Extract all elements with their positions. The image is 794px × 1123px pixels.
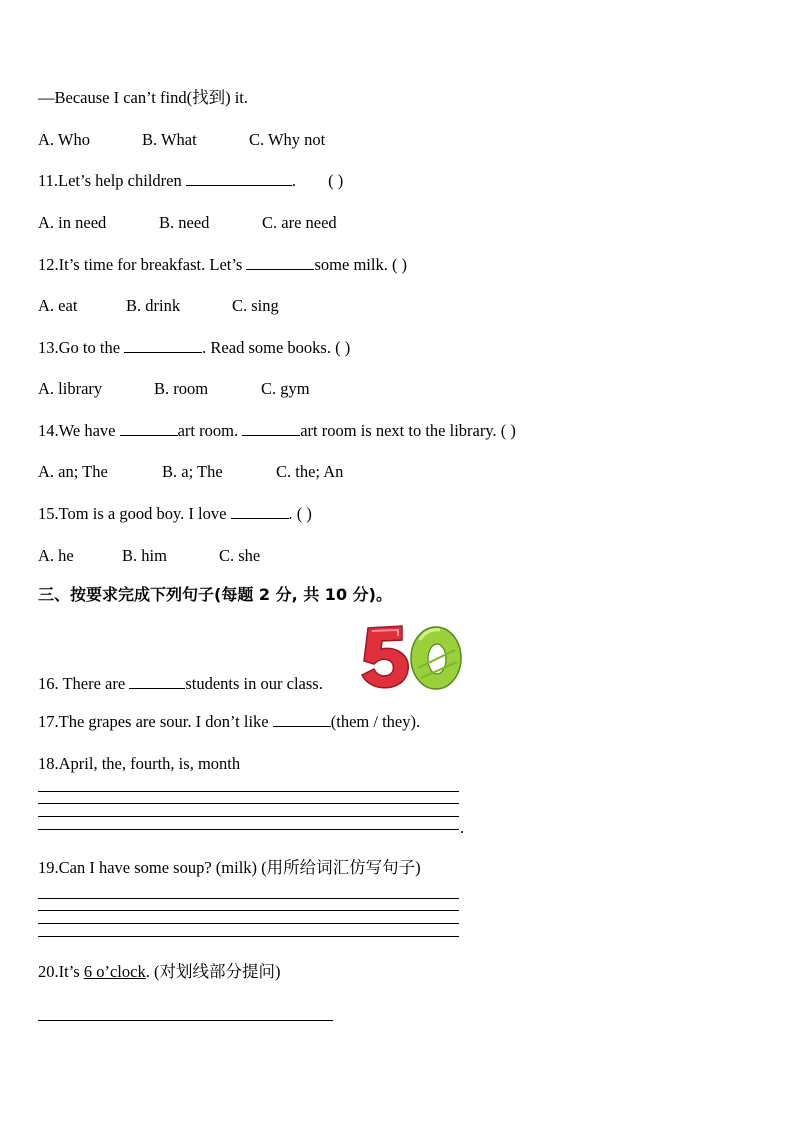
q11-stem-a: 11.Let’s help children	[38, 171, 186, 190]
q14-stem-b: art room.	[177, 421, 243, 440]
q17-stem-a: 17.The grapes are sour. I don’t like	[38, 712, 273, 731]
q12-option-a[interactable]: A. eat	[38, 296, 78, 315]
q16-stem-a: 16. There are	[38, 674, 130, 693]
q13-stem-b: . Read some books. ( )	[202, 338, 351, 357]
q12-option-b[interactable]: B. drink	[126, 296, 181, 315]
q14-blank-2[interactable]	[242, 421, 300, 436]
q10-options	[38, 130, 325, 150]
q16-stem-b: students in our class.	[185, 674, 323, 693]
q11-stem-b: .	[291, 171, 296, 190]
q12-stem-b: some milk. ( )	[314, 255, 408, 274]
q19-answer-line-2[interactable]	[38, 910, 459, 911]
q19-answer-line-1[interactable]	[38, 898, 459, 899]
q15-option-a[interactable]: A. he	[38, 546, 74, 565]
q18-answer-line-3[interactable]	[38, 816, 459, 817]
q14-stem-a: 14.We have	[38, 421, 120, 440]
q15-option-b[interactable]: B. him	[122, 546, 167, 565]
q17-stem	[38, 712, 420, 732]
q14-option-b[interactable]: B. a; The	[162, 462, 223, 481]
q20-underlined-time: 6 o’clock	[83, 962, 146, 981]
q15-stem	[38, 504, 312, 524]
q19-answer-line-3[interactable]	[38, 923, 459, 924]
number-fifty-picture	[358, 620, 464, 692]
q20-stem-b: . (对划线部分提问)	[145, 962, 281, 981]
q13-option-b[interactable]: B. room	[154, 379, 209, 398]
q18-answer-line-1[interactable]	[38, 791, 459, 792]
digit-zero-image	[411, 627, 461, 689]
q14-option-a[interactable]: A. an; The	[38, 462, 108, 481]
q14-stem	[38, 421, 516, 441]
q14-option-c[interactable]: C. the; An	[276, 462, 344, 481]
q16-stem	[38, 674, 323, 694]
q15-option-c[interactable]: C. she	[219, 546, 261, 565]
q11-answer-paren[interactable]: ( )	[328, 171, 344, 190]
q13-blank[interactable]	[124, 338, 202, 353]
q10-answer-line	[38, 88, 248, 108]
q17-blank[interactable]	[273, 712, 331, 727]
q10-option-b[interactable]: B. What	[142, 130, 197, 149]
q10-answer-text: —Because I can’t find(找到) it.	[38, 88, 249, 107]
q15-stem-b: . ( )	[288, 504, 312, 523]
q13-stem	[38, 338, 350, 358]
q16-blank[interactable]	[129, 674, 185, 689]
q18-end-period: .	[460, 818, 465, 837]
q14-blank-1[interactable]	[120, 421, 178, 436]
q13-option-a[interactable]: A. library	[38, 379, 103, 398]
q18-answer-line-4[interactable]	[38, 829, 459, 830]
q11-options	[38, 213, 337, 233]
q12-stem	[38, 255, 407, 275]
q12-options	[38, 296, 279, 316]
q12-option-c[interactable]: C. sing	[232, 296, 279, 315]
q12-stem-a: 12.It’s time for breakfast. Let’s	[38, 255, 247, 274]
q20-stem-a: 20.It’s	[38, 962, 84, 981]
q13-option-c[interactable]: C. gym	[261, 379, 310, 398]
q11-option-b[interactable]: B. need	[159, 213, 210, 232]
q18-answer-line-2[interactable]	[38, 803, 459, 804]
q11-option-c[interactable]: C. are need	[262, 213, 337, 232]
q18-stem: 18.April, the, fourth, is, month	[38, 754, 241, 773]
digit-five-image	[362, 626, 408, 688]
q15-blank[interactable]	[231, 504, 289, 519]
q13-stem-a: 13.Go to the	[38, 338, 125, 357]
q13-options	[38, 379, 310, 399]
q19-stem: 19.Can I have some soup? (milk) (用所给词汇仿写句子)	[38, 858, 421, 877]
q10-option-c[interactable]: C. Why not	[249, 130, 326, 149]
q19-answer-line-4[interactable]	[38, 936, 459, 937]
q14-options	[38, 462, 343, 482]
q15-options	[38, 546, 260, 566]
q14-stem-c: art room is next to the library. ( )	[300, 421, 516, 440]
section-3-heading: 三、按要求完成下列句子(每题 2 分, 共 10 分)。	[38, 585, 392, 604]
q12-blank[interactable]	[246, 255, 314, 270]
q10-option-a[interactable]: A. Who	[38, 130, 90, 149]
q20-answer-line[interactable]	[38, 1020, 333, 1021]
q15-stem-a: 15.Tom is a good boy. I love	[38, 504, 231, 523]
q17-stem-b: (them / they).	[330, 712, 421, 731]
q11-option-a[interactable]: A. in need	[38, 213, 107, 232]
q20-stem	[38, 962, 280, 982]
q11-stem	[38, 171, 343, 191]
q11-blank[interactable]	[186, 171, 292, 186]
